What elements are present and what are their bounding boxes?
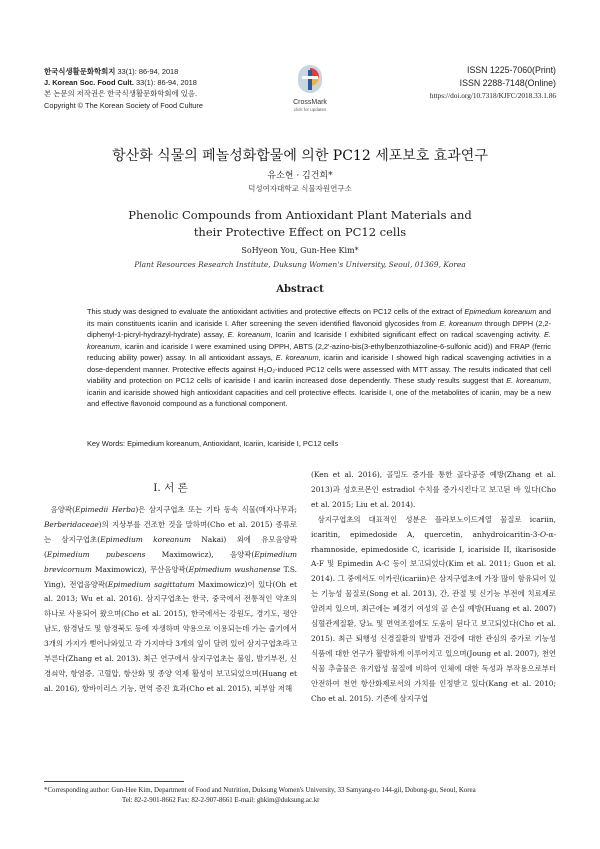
affiliation-english: Plant Resources Research Institute, Duksung Women's University, Seoul, 01369, Korea	[134, 260, 466, 269]
title-english-line1: Phenolic Compounds from Antioxidant Plant Materials and	[128, 208, 472, 222]
section-heading-introduction: I. 서 론	[153, 482, 188, 494]
affiliation-korean: 덕성여자대학교 식물자원연구소	[248, 184, 352, 193]
paragraph: (Ken et al. 2016), 골밀도 증가를 통한 골다공증 예방(Zhang et al. 2013)과 성호르몬인 estradiol 수치를 증가시킨다고 보고된 바 있다(Cho et al. 2015; Liu et al. 2014).	[311, 470, 556, 509]
title-english-line2: their Protective Effect on PC12 cells	[193, 225, 407, 239]
doi-link[interactable]: https://doi.org/10.7318/KJFC/2018.33.1.86	[429, 91, 556, 100]
copyright-line: Copyright © The Korean Society of Food Culture	[44, 100, 203, 110]
issn-print: ISSN 1225-7060(Print)	[467, 65, 556, 75]
crossmark-badge[interactable]	[282, 64, 338, 113]
abstract-body: This study was designed to evaluate the antioxidant activities and protective effects on PC12 cells of the extract of Epimedium koreanum and its main constituents icariin and icariside I. After screening the seven identified flavonoid glycosides from E. koreanum through DPPH (2,2-diphenyl-1-picryl-hydrazyl-hydrate) assay, E. koreanum, Icariin and Icariside I exhibited significant effect on radical scavenging activity. E. koreanum, icariin and icariside I were examined using DPPH, ABTS (2,2'-azino-bis(3-ethylbenzothiazoline-6-sulfonic acid)) and FRAP (ferric reducing ability power) assay. In all antioxidant assays, E. koreanum, icariin and icariside I showed high radical scavenging activities in a dose-dependent manner. Protective effects against H₂O₂-induced PC12 cells were assessed with MTT assay. The results indicated that cell viability and protection on PC12 cells of icariside I and icariin increased dose dependently. These study results suggest that E. koreanum, icariin and icariside showed high antioxidant capacities and cell protective effects. Icariside I, one of the metabolites of icariin, may be a new and effective flavonoid compound as a functional component.	[87, 307, 551, 408]
authors-korean: 유소현 · 김건희*	[267, 171, 333, 181]
journal-name-en: J. Korean Soc. Food Cult.	[44, 78, 134, 88]
footnote-corresponding-author: *Corresponding author: Gun-Hee Kim, Department of Food and Nutrition, Duksung Women's University, 33 Samyang-ro 144-gil, Dobong-gu, Seoul, Korea Tel: 82-2-901-8662 Fax: 82-2-907-8661 E-mail: ghkim@duksung.ac.kr	[44, 787, 476, 804]
body-column-left: 음양곽(Epimedii Herba)은 삼지구엽초 또는 기타 동속 식물(매자나무과; Berberidaceae)의 지상부를 건조한 것을 말하며(Cho et al. 2015) 종류로는 삼지구엽초(Epimedium koreanum Nakai) 외에 유모음양곽(Epimedium pubescens Maximowicz), 음양곽(Epimedium brevicornum Maximowicz), 무산음양곽(Epimedium wushanense T.S. Ying), 전엽음양곽(Epimedium sagittatum Maximowicz)이 있다(Oh et al. 2013; Wu et al. 2016). 삼지구엽초는 한국, 중국에서 전통적인 약초의 하나로 사용되어 왔으며(Cho et al. 2015), 한국에서는 강원도, 경기도, 평안남도, 함경남도 및 함경북도 등에 자생하며 약용으로 이용되는데 가는 줄기에서 3개의 가지가 뻗어나와있고 각 가지마다 3개의 잎이 달려 있어 삼지구엽초라고 부른다(Zhang et al. 2013). 최근 연구에서 삼지구엽초는 불임, 발기부전, 신경쇠약, 항염증, 고혈압, 항산화 및 종양 억제 활성이 보고되었으며(Huang et al. 2016), 항바이러스 기능, 면역 증진 효과(Cho et al. 2015), 피부암 저해	[44, 505, 297, 693]
crossmark-icon	[297, 64, 323, 94]
journal-volume-en: 33(1): 86-94, 2018	[136, 78, 197, 88]
title-korean: 항산화 식물의 페놀성화합물에 의한 PC12 세포보호 효과연구	[112, 148, 488, 164]
journal-header	[44, 66, 203, 111]
footnote-divider	[44, 781, 184, 782]
body-column-right	[311, 468, 556, 707]
issn-block	[430, 64, 556, 101]
copyright-notice-ko: 본 논문의 저작권은 한국식생활문화학회에 있음.	[44, 89, 198, 99]
authors-english: SoHyeon You, Gun-Hee Kim*	[241, 246, 359, 255]
keywords-list: Epimedium koreanum, Antioxidant, Icariin, Icariside I, PC12 cells	[127, 439, 339, 448]
crossmark-sub: click for updates	[293, 107, 327, 112]
keywords	[87, 439, 551, 448]
journal-volume-ko: 33(1): 86-94, 2018	[117, 67, 179, 76]
crossmark-label: CrossMark	[293, 99, 327, 106]
journal-name-ko: 한국식생활문화학회지	[44, 67, 116, 76]
keywords-label: Key Words:	[87, 439, 126, 448]
title-english	[0, 207, 600, 241]
issn-online: ISSN 2288-7148(Online)	[459, 78, 556, 88]
paragraph: 삼지구엽초의 대표적인 성분은 플라보노이드계열 물질로 icariin, icaritin, epimedoside A, quercetin, anhydroicaritin-3-O-α-rhamnoside, epimedoside C, icariside I, icariside II, ikarisoside A-F 및 Epimedin A-C 등이 보고되었다(Kim et al. 2011; Guon et al. 2014). 그 중에서도 이카린(icariin)은 삼지구엽초에 가장 많이 함유되어 있는 기능성 물질로(Song et al. 2013), 간, 관절 및 신기능 부전에 치료제로 알려져 있으며, 최근에는 폐경기 여성의 골 손실 예방(Huang et al. 2007) 심혈관계질환, 당뇨 및 면역조절에도 도움이 된다고 보고되었다(Cho et al. 2015). 최근 퇴행성 신경질환의 발병과 건강에 대한 관심의 증가로 기능성 식품에 대한 연구가 활발하게 이루어지고 있으며(Joung et al. 2007), 천연 식물 추출물은 유기합성 물질에 비하여 인체에 대한 독성과 부작용으로부터 안전하여 천연 항산화제로서의 가치를 인정받고 있다(Kang et al. 2010; Cho et al. 2015). 기존에 삼지구엽	[311, 514, 556, 703]
abstract-heading: Abstract	[276, 284, 324, 295]
